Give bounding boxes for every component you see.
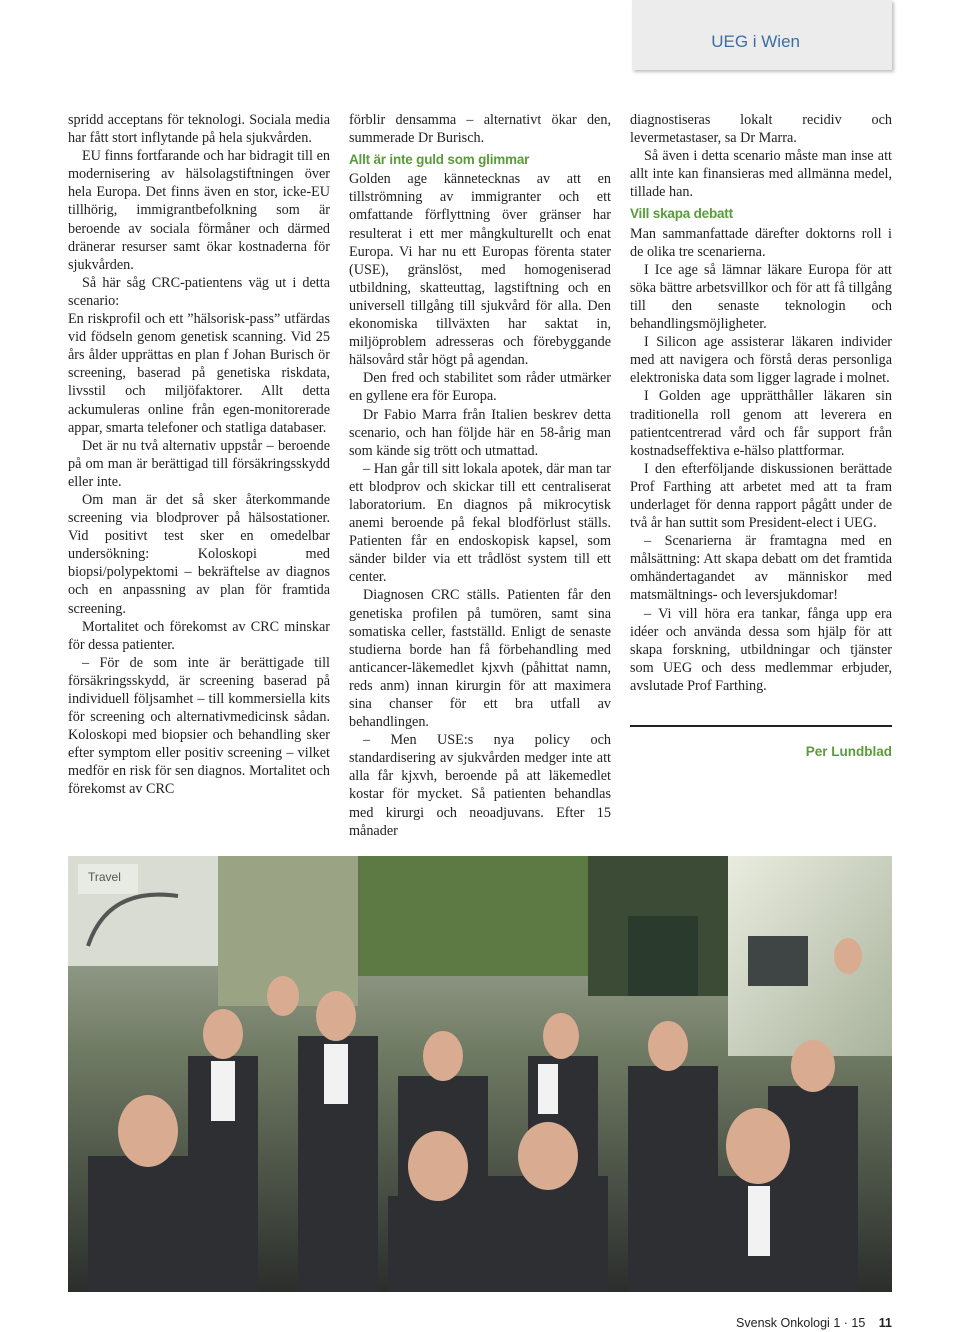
paragraph: En riskprofil och ett ”hälsorisk-pass” utfärdas vid födseln genom genetisk scanning. Vid 25 års ålder upprättas en plan f Johan Burisch ör screening, baserad på genetiska riskdata, livsstil och miljöfaktorer. Allt detta ackumuleras online från egen-monitorerade appar, smarta telefoner och statliga databaser.: [68, 311, 330, 436]
paragraph: – Scenarierna är framtagna med en målsättning: Att skapa debatt om det framtida omhändertagandet av människor med matsmältnings- och leversjukdomar!: [630, 533, 892, 604]
subheading: Vill skapa debatt: [630, 206, 733, 222]
paragraph: spridd acceptans för teknologi. Sociala media har fått stort inflytande på hela sjukvården.: [68, 112, 330, 147]
photo-sign-text: Travel: [88, 870, 121, 884]
paragraph: Så även i detta scenario måste man inse att allt inte kan finansieras med allmänna medel, tillade han.: [630, 148, 892, 201]
paragraph: I Silicon age assisterar läkaren individer med att navigera och förstå deras personliga elektroniska data som ligger lagrade i molnet.: [630, 334, 892, 387]
subheading: Allt är inte guld som glimmar: [349, 152, 530, 168]
paragraph: I Golden age upprätthåller läkaren sin traditionella roll genom att leverera en patientcentrerad vård och får support från kostnadseffektiva e-hälso plattformar.: [630, 388, 892, 459]
magazine-name: Svensk Onkologi: [736, 1316, 830, 1330]
section-tab: [632, 0, 892, 70]
paragraph: förblir densamma – alternativt ökar den, summerade Dr Burisch.: [349, 112, 611, 147]
paragraph: – Vi vill höra era tankar, fånga upp era idéer och använda dessa som hjälp för att skapa forskning, utbildningar och tjänster som UEG och dess medlemmar erbjuder, avslutade Prof Farthing.: [630, 605, 892, 694]
paragraph: Man sammanfattade därefter doktorns roll i de olika tre scenarierna.: [630, 225, 892, 260]
conference-crowd-photo: [68, 856, 892, 1292]
paragraph: I den efterföljande diskussionen berättade Prof Farthing att arbetet med att ta fram underlaget för denna rapport pågått under de två år han suttit som President-elect i UEG.: [630, 460, 892, 532]
paragraph: – Men USE:s nya policy och standardisering av sjukvården medger inte att alla får kjxvh, beroende på att läkemedlet kostar för mycket. Så patienten behandlas med kirurgi och neoadjuvans. Efter 15 månader: [349, 732, 611, 839]
paragraph: Dr Fabio Marra från Italien beskrev detta scenario, och han följde här en 58-årig man som kände sig trött och utmattad.: [349, 406, 611, 459]
paragraph: Mortalitet och förekomst av CRC minskar för dessa patienter.: [68, 618, 330, 653]
paragraph: Om man är det så sker återkommande screening via blodprover på hälsostationer. Vid positivt test sker en omedelbar undersökning: Koloskopi med biopsi/polypektomi – bekräftelse av diagnos och en anpassning av plan för framtida screening.: [68, 491, 330, 617]
end-rule: [630, 725, 892, 727]
paragraph: I Ice age så lämnar läkare Europa för att söka bättre arbetsvillkor och för att få tillgång till den senaste teknologin och behandlingsmöjligheter.: [630, 261, 892, 333]
paragraph: Diagnosen CRC ställs. Patienten får den genetiska profilen på tumören, samt sina somatiska celler, fastställd. Enligt de senaste studierna borde han få förbehandling med anticancer-läkemedlet kjxvh (påhittat namn, reds anm) innan kirurgin för att maximera sina chanser för ett bra utfall av behandlingen.: [349, 587, 611, 731]
paragraph: Golden age kännetecknas av att en tillströmning av immigranter och ett omfattande förflyttning över gränser har resulterat i ett mer mångkulturellt och enat Europa. Vi har nu ett Europas förenta stater (USE), gränslöst, med homogeniserad utbildning, skatteuttag, lagstiftning och en universell tillgång till sjukvård för alla. Den ekonomiska tillväxten har saktat in, miljöproblem adresseras och förebyggande hälsovård står högt på agendan.: [349, 171, 611, 369]
article-column-3: [630, 111, 892, 761]
paragraph: Det är nu två alternativ uppstår – beroende på om man är berättigad till försäkringsskydd eller inte.: [68, 437, 330, 490]
paragraph: Den fred och stabilitet som råder utmärker en gyllene era för Europa.: [349, 370, 611, 405]
paragraph: Så här såg CRC-patientens väg ut i detta scenario:: [68, 274, 330, 309]
author-signature: Per Lundblad: [805, 744, 892, 759]
paragraph: diagnostiseras lokalt recidiv och levermetastaser, sa Dr Marra.: [630, 112, 892, 147]
article-column-1: [68, 111, 330, 799]
paragraph: – Han går till sitt lokala apotek, där man tar ett blodprov och skickar till ett centraliserat laboratorium. En diagnos på mikrocytisk anemi beroende på fekal blodförlust ställs. Patienten får en endoskopisk kapsel, som sänder bilder via ett trådlöst system till ett center.: [349, 460, 611, 586]
paragraph: – För de som inte är berättigade till försäkringsskydd, är screening baserad på individuell följsamhet – till kommersiella kits för screening och alternativmedicinsk sådan. Koloskopi med biopsier och behandling sker efter symptom eller positiv screening – vilket medför en risk för sen diagnos. Mortalitet och förekomst av CRC: [68, 654, 330, 798]
page-footer: [736, 1316, 892, 1330]
issue-number: 1 · 15: [833, 1316, 866, 1330]
section-tab-label: UEG i Wien: [711, 32, 800, 51]
page-number: 11: [878, 1316, 892, 1330]
article-column-2: [349, 111, 611, 840]
paragraph: EU finns fortfarande och har bidragit till en modernisering av hälsolagstiftningen över hela Europa. Det finns även en stor, icke-EU tillhörig, immigrantbefolkning som är beroende av sociala förmåner och därmed dränerar resurser samt ökar kostnaderna för sjukvården.: [68, 148, 330, 273]
